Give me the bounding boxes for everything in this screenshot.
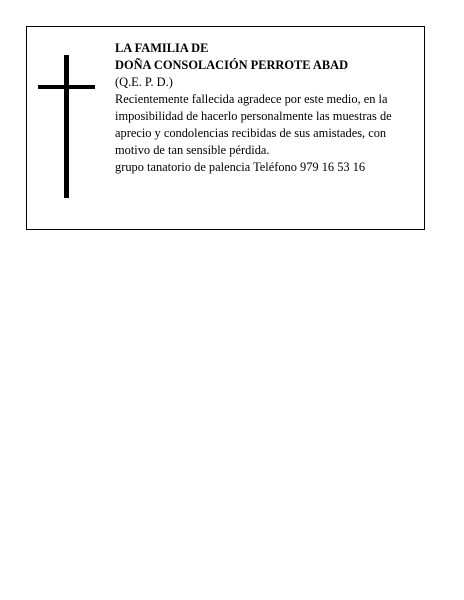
rip-text: (Q.E. P. D.) xyxy=(115,75,173,89)
cross-vertical-bar xyxy=(64,55,69,198)
obituary-notice xyxy=(26,26,425,230)
notice-text-block xyxy=(115,40,420,176)
thanks-message: Recientemente fallecida agradece por este medio, en la imposibilidad de hacerlo personalmente las muestras de aprecio y condolencias recibidas de sus amistades, con motivo de tan sensible pérdida. xyxy=(115,92,392,157)
cross-horizontal-bar xyxy=(38,85,95,89)
funeral-home-contact: grupo tanatorio de palencia Teléfono 979 16 53 16 xyxy=(115,160,366,174)
family-heading: LA FAMILIA DE xyxy=(115,41,209,55)
deceased-name: DOÑA CONSOLACIÓN PERROTE ABAD xyxy=(115,58,349,72)
